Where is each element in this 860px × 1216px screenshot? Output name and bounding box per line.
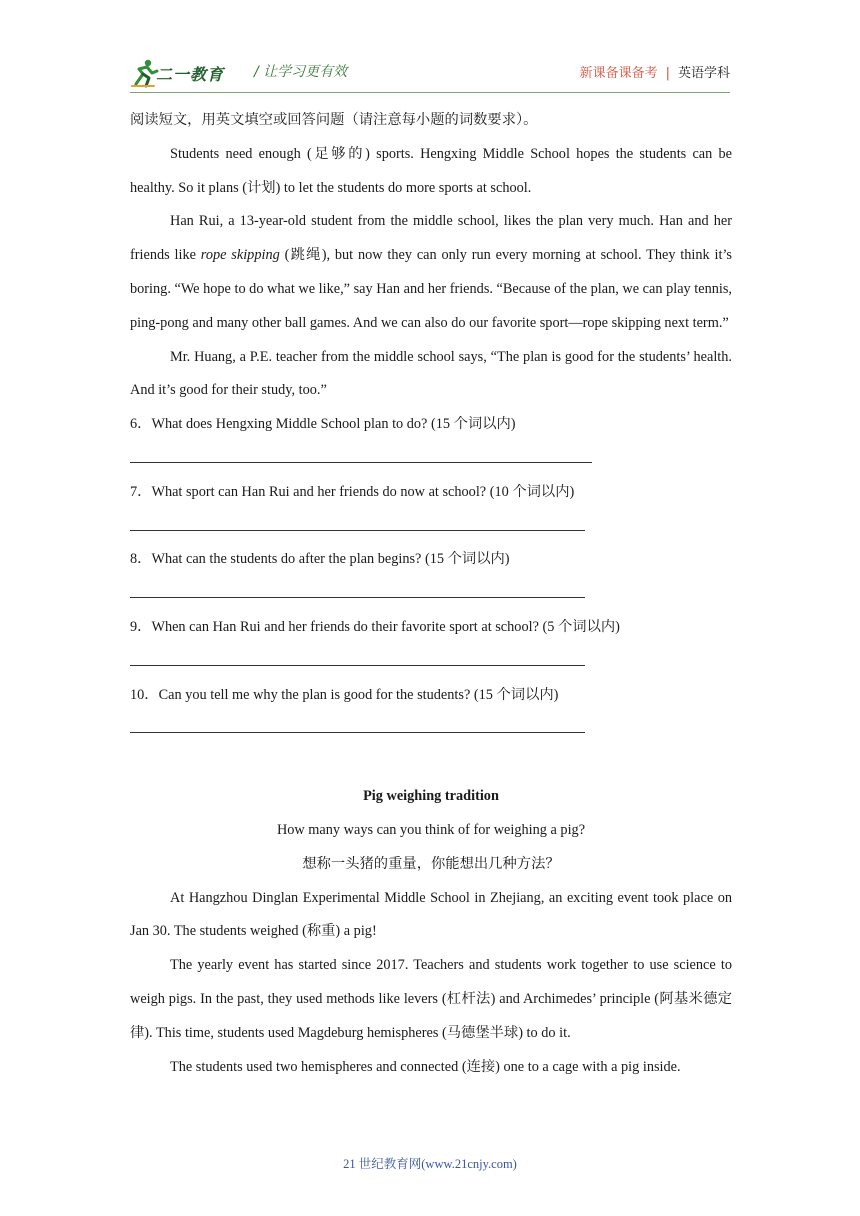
passage2-title: Pig weighing tradition xyxy=(363,788,499,805)
document-body xyxy=(130,104,732,1084)
passage2-paragraph-2: The yearly event has started since 2017. Teachers and students work together to use science to weigh pigs. In the past, they used methods like levers (杠杆法) and Archimedes’ principle (阿基米德定律). This time, students used Magdeburg hemispheres (马德堡半球) to do it. xyxy=(130,957,732,1041)
question-6: 6．What does Hengxing Middle School plan to do? (15 个词以内) xyxy=(130,416,516,433)
page-footer: 21 世纪教育网(www.21cnjy.com) xyxy=(343,1157,517,1171)
header-subject: 英语学科 xyxy=(677,66,730,81)
logo xyxy=(130,56,242,90)
passage1-paragraph-3: Mr. Huang, a P.E. teacher from the middle school says, “The plan is good for the students’ health. And it’s good for their study, too.” xyxy=(130,348,732,399)
header-right xyxy=(580,62,730,81)
passage2-subtitle-en: How many ways can you think of for weighing a pig? xyxy=(276,821,586,838)
question-8: 8．What can the students do after the plan begins? (15 个词以内) xyxy=(130,551,510,568)
header-separator: | xyxy=(665,66,670,81)
header-slogan: / 让学习更有效 xyxy=(254,64,348,80)
passage1-paragraph-1: Students need enough (足够的) sports. Hengxing Middle School hopes the students can be healthy. So it plans (计划) to let the students do more sports at school. xyxy=(130,145,732,196)
passage2-paragraph-1: At Hangzhou Dinglan Experimental Middle School in Zhejiang, an exciting event took place on Jan 30. The students weighed (称重) a pig! xyxy=(130,889,732,940)
question-7: 7．What sport can Han Rui and her friends do now at school? (10 个词以内) xyxy=(130,483,575,500)
para2-italic-term: rope skipping xyxy=(200,247,280,264)
section-spacer xyxy=(130,746,732,780)
logo-text: 二一教育 xyxy=(156,65,225,84)
header-course-label: 新课备课备考 xyxy=(579,66,658,81)
answer-line-7[interactable] xyxy=(130,510,732,544)
passage2-subtitle-zh: 想称一头猪的重量，你能想出几种方法？ xyxy=(302,855,560,872)
answer-line-6[interactable] xyxy=(130,442,732,476)
passage2-paragraph-3: The students used two hemispheres and connected (连接) one to a cage with a pig inside. xyxy=(170,1058,681,1075)
passage1-paragraph-2 xyxy=(130,205,732,340)
question-10: 10．Can you tell me why the plan is good for the students? (15 个词以内) xyxy=(130,686,559,703)
para2-text-start: Han Rui, a 13-year-old student from the middle school, likes the plan very much. Han and her friends like xyxy=(130,213,732,264)
para2-text-end: (跳绳), but now they can only run every morning at school. They think it’s boring. “We hope to do what we like,” say Han and her friends. “Because of the plan, we can play tennis, ping-pong and many other ball games. And we can also do our favorite sport—rope skipping next term.” xyxy=(130,247,732,331)
answer-line-9[interactable] xyxy=(130,645,732,679)
question-9: 9．When can Han Rui and her friends do their favorite sport at school? (5 个词以内) xyxy=(130,618,620,635)
answer-line-10[interactable] xyxy=(130,712,732,746)
page-header xyxy=(130,56,730,90)
answer-line-8[interactable] xyxy=(130,577,732,611)
header-divider xyxy=(130,92,730,93)
instruction: 阅读短文，用英文填空或回答问题（请注意每小题的词数要求）。 xyxy=(130,112,538,128)
